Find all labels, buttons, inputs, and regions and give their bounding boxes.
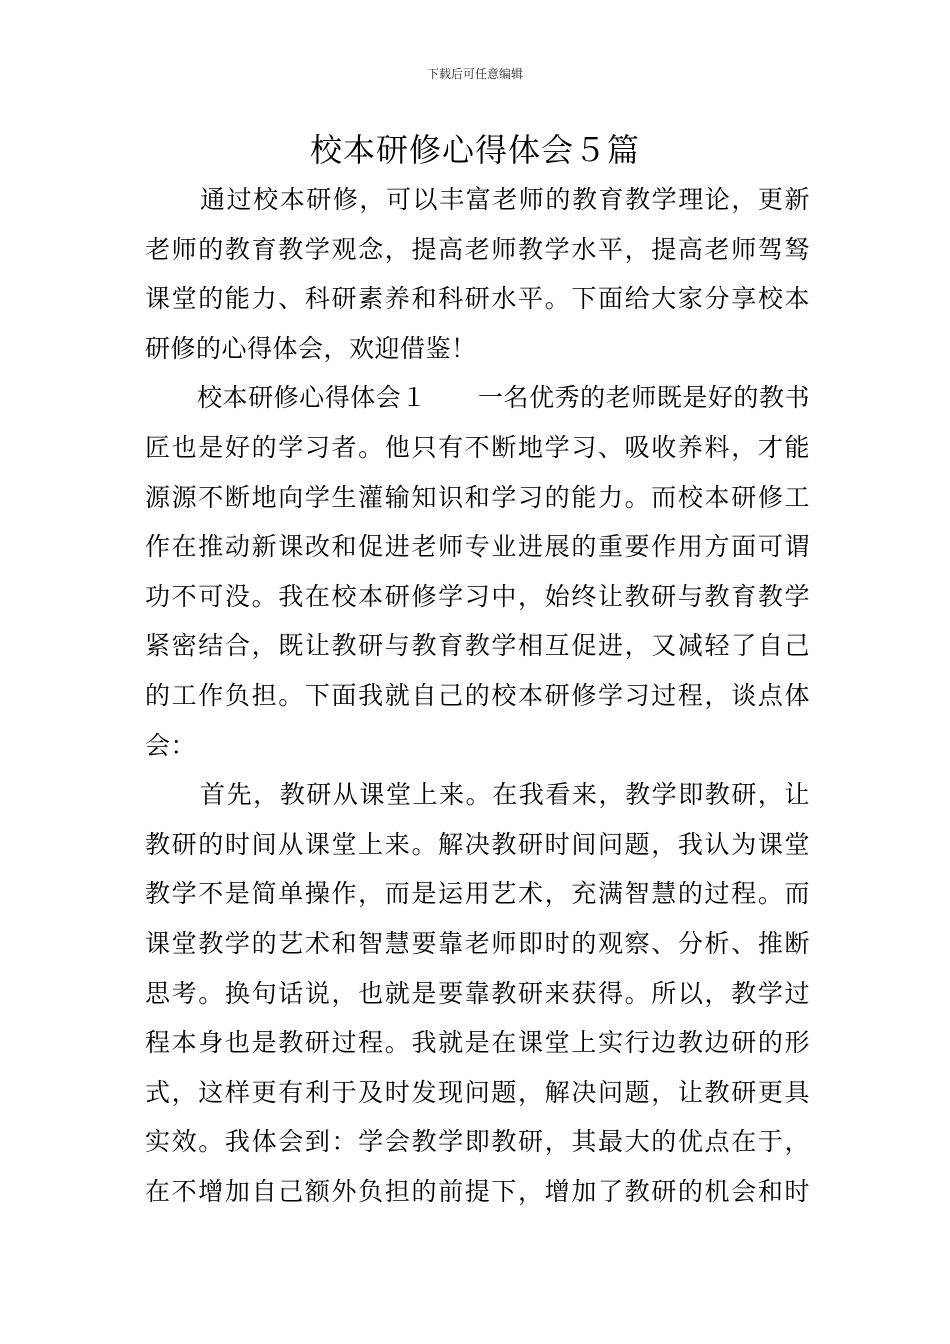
paragraph-line: 思考。换句话说，也就是要靠教研来获得。所以，教学过 [145,978,810,1008]
paragraph-line: 在不增加自己额外负担的前提下，增加了教研的机会和时 [145,1176,810,1206]
header-note: 下载后可任意编辑 [426,67,523,81]
paragraph-line: 校本研修心得体会１ 一名优秀的老师既是好的教书 [197,383,810,413]
paragraph-line: 会： [145,730,197,760]
paragraph-line: 实效。我体会到：学会教学即教研，其最大的优点在于， [145,1127,810,1157]
paragraph-line: 教学不是简单操作，而是运用艺术，充满智慧的过程。而 [145,879,810,909]
paragraph-line: 课堂的能力、科研素养和科研水平。下面给大家分享校本 [145,284,810,314]
paragraph-line: 功不可没。我在校本研修学习中，始终让教研与教育教学 [145,581,810,611]
paragraph-line: 式，这样更有利于及时发现问题，解决问题，让教研更具 [145,1077,810,1107]
paragraph-line: 作在推动新课改和促进老师专业进展的重要作用方面可谓 [145,532,810,562]
paragraph-line: 首先，教研从课堂上来。在我看来，教学即教研，让 [200,780,810,810]
paragraph-line: 匠也是好的学习者。他只有不断地学习、吸收养料，才能 [145,432,810,462]
paragraph-line: 研修的心得体会，欢迎借鉴！ [145,333,477,363]
paragraph-line: 课堂教学的艺术和智慧要靠老师即时的观察、分析、推断 [145,928,810,958]
paragraph-line: 通过校本研修，可以丰富老师的教育教学理论，更新 [200,185,810,214]
paragraph-line: 程本身也是教研过程。我就是在课堂上实行边教边研的形 [145,1028,810,1058]
paragraph-line: 教研的时间从课堂上来。解决教研时间问题，我认为课堂 [145,829,810,859]
paragraph-line: 紧密结合，既让教研与教育教学相互促进，又减轻了自己 [145,631,810,661]
document-title: 校本研修心得体会５篇 [309,131,640,169]
paragraph-line: 的工作负担。下面我就自己的校本研修学习过程，谈点体 [145,680,810,710]
paragraph-line: 老师的教育教学观念，提高老师教学水平，提高老师驾驽 [145,234,810,264]
paragraph-line: 源源不断地向学生灌输知识和学习的能力。而校本研修工 [145,482,810,512]
document-body [145,175,810,1216]
